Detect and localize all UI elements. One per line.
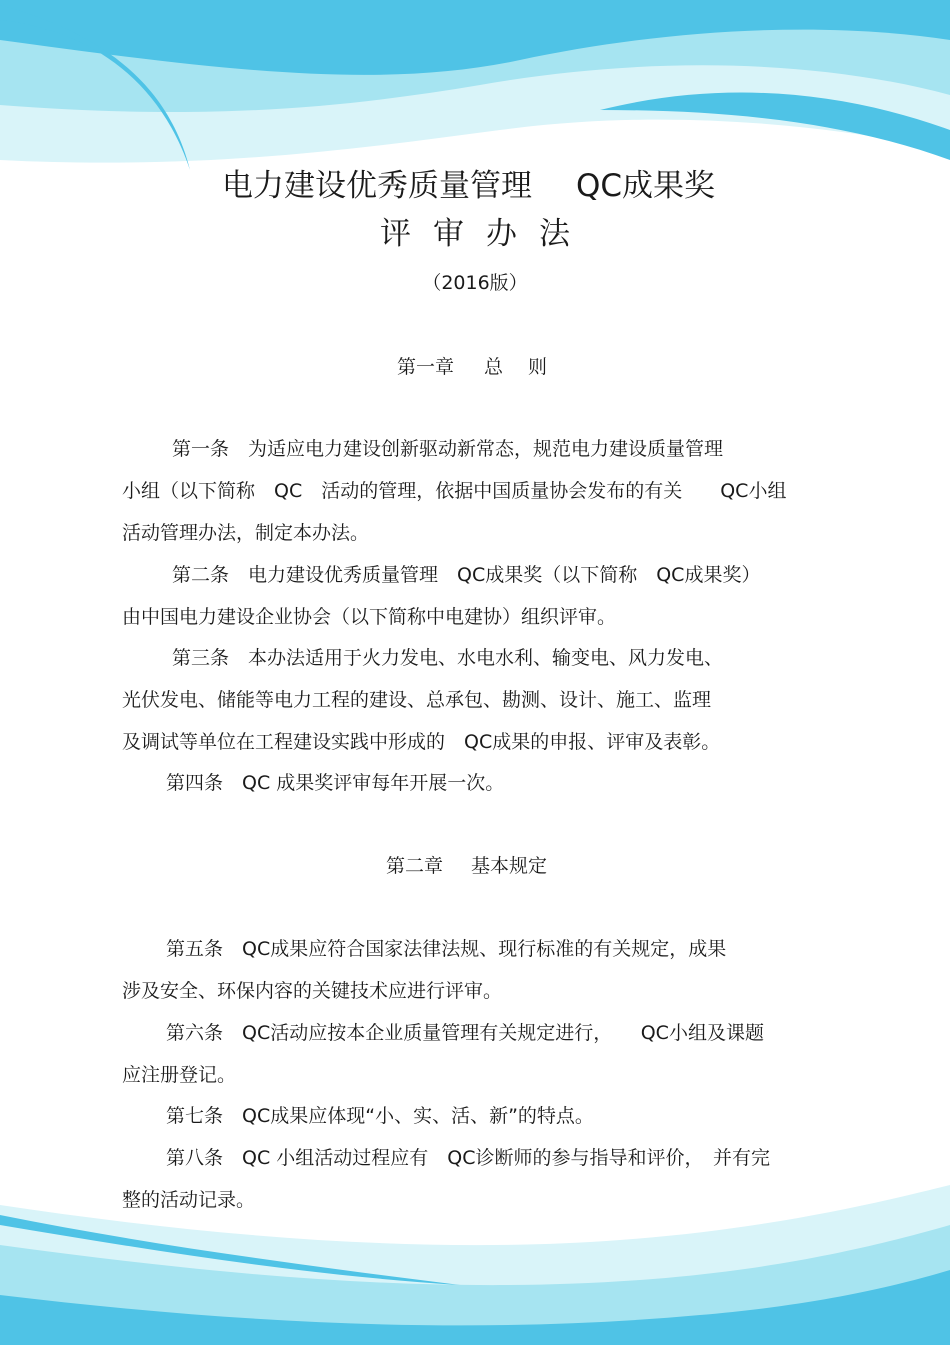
chapter-1-title-a: 总 [484,356,504,378]
title-main: 电力建设优秀质量管理 [222,168,532,204]
article-1-line-2: 小组（以下简称 QC 活动的管理，依据中国质量协会发布的有关 QC小组 [122,480,787,502]
chapter-1-title-b: 则 [528,356,548,378]
article-6-line-1: 第六条 QC活动应按本企业质量管理有关规定进行， QC小组及课题 [166,1022,764,1044]
article-3-line-1: 第三条 本办法适用于火力发电、水电水利、输变电、风力发电、 [172,647,724,669]
article-2-line-2: 由中国电力建设企业协会（以下简称中电建协）组织评审。 [122,606,617,628]
document-subtitle: 评审办法 [380,216,592,252]
chapter-2-heading [386,852,547,880]
edition-label: （2016版） [422,272,528,294]
chapter-2-title: 基本规定 [471,855,548,877]
article-8-line-2: 整的活动记录。 [122,1189,256,1211]
title-qc-award: QC成果奖 [576,168,716,204]
article-7-line-1: 第七条 QC成果应体现“小、实、活、新”的特点。 [166,1105,594,1127]
chapter-1-heading [397,353,547,381]
article-8-line-1: 第八条 QC 小组活动过程应有 QC诊断师的参与指导和评价， 并有完 [166,1147,770,1169]
article-5-line-1: 第五条 QC成果应符合国家法律法规、现行标准的有关规定，成果 [166,938,727,960]
article-1-line-1: 第一条 为适应电力建设创新驱动新常态，规范电力建设质量管理 [172,438,724,460]
article-1-line-3: 活动管理办法，制定本办法。 [122,522,370,544]
article-3-line-3: 及调试等单位在工程建设实践中形成的 QC成果的申报、评审及表彰。 [122,731,721,753]
article-3-line-2: 光伏发电、储能等电力工程的建设、总承包、勘测、设计、施工、监理 [122,689,712,711]
article-2-line-1: 第二条 电力建设优秀质量管理 QC成果奖（以下简称 QC成果奖） [172,564,761,586]
article-5-line-2: 涉及安全、环保内容的关键技术应进行评审。 [122,980,503,1002]
chapter-2-number: 第二章 [386,855,444,877]
article-4-line-1: 第四条 QC 成果奖评审每年开展一次。 [166,772,505,794]
article-6-line-2: 应注册登记。 [122,1064,237,1086]
document-title [222,166,715,206]
chapter-1-number: 第一章 [397,356,455,378]
